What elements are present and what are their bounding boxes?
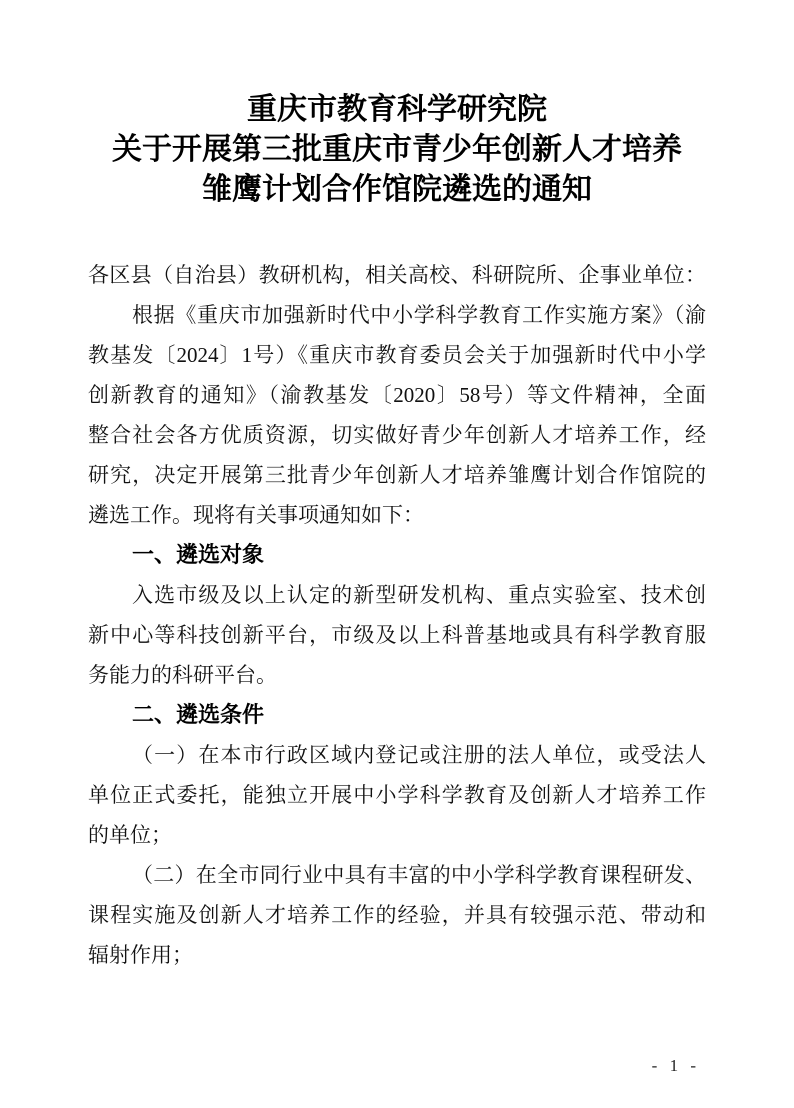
- section1-line1: 入选市级及以上认定的新型研发机构、重点实验室、技术创: [132, 583, 706, 607]
- paragraph1-line2: 教基发〔2024〕1号）《重庆市教育委员会关于加强新时代中小学: [88, 343, 706, 367]
- document-title: [0, 90, 794, 210]
- section1-heading: 一、遴选对象: [132, 542, 265, 567]
- section2-item2-line3: 辐射作用；: [88, 943, 193, 967]
- section1-line2: 新中心等科技创新平台，市级及以上科普基地或具有科学教育服: [88, 623, 706, 647]
- paragraph1-line5: 研究，决定开展第三批青少年创新人才培养雏鹰计划合作馆院的: [88, 463, 706, 487]
- page-number: - 1 -: [651, 1056, 700, 1075]
- section2-heading: 二、遴选条件: [132, 702, 265, 727]
- section2-item1-line2: 单位正式委托，能独立开展中小学科学教育及创新人才培养工作: [88, 783, 706, 807]
- document-title-line-3: 雏鹰计划合作馆院遴选的通知: [202, 173, 592, 206]
- paragraph1-line1: 根据《重庆市加强新时代中小学科学教育工作实施方案》（渝: [132, 303, 706, 327]
- section2-item1-line1: （一）在本市行政区域内登记或注册的法人单位，或受法人: [132, 743, 706, 767]
- salutation-line: 各区县（自治县）教研机构，相关高校、科研院所、企事业单位：: [88, 263, 706, 287]
- section2-item2-line2: 课程实施及创新人才培养工作的经验，并具有较强示范、带动和: [88, 903, 706, 927]
- paragraph1-line3: 创新教育的通知》（渝教基发〔2020〕58号）等文件精神，全面: [88, 383, 706, 407]
- paragraph1-line6: 遴选工作。现将有关事项通知如下：: [88, 503, 424, 527]
- section2-item1-line3: 的单位；: [88, 823, 172, 847]
- document-body: [88, 255, 706, 975]
- document-title-line-1: 重庆市教育科学研究院: [247, 93, 547, 126]
- section2-item2-line1: （二）在全市同行业中具有丰富的中小学科学教育课程研发、: [132, 863, 706, 887]
- document-title-line-2: 关于开展第三批重庆市青少年创新人才培养: [112, 133, 682, 166]
- section1-line3: 务能力的科研平台。: [88, 663, 277, 687]
- paragraph1-line4: 整合社会各方优质资源，切实做好青少年创新人才培养工作，经: [88, 423, 706, 447]
